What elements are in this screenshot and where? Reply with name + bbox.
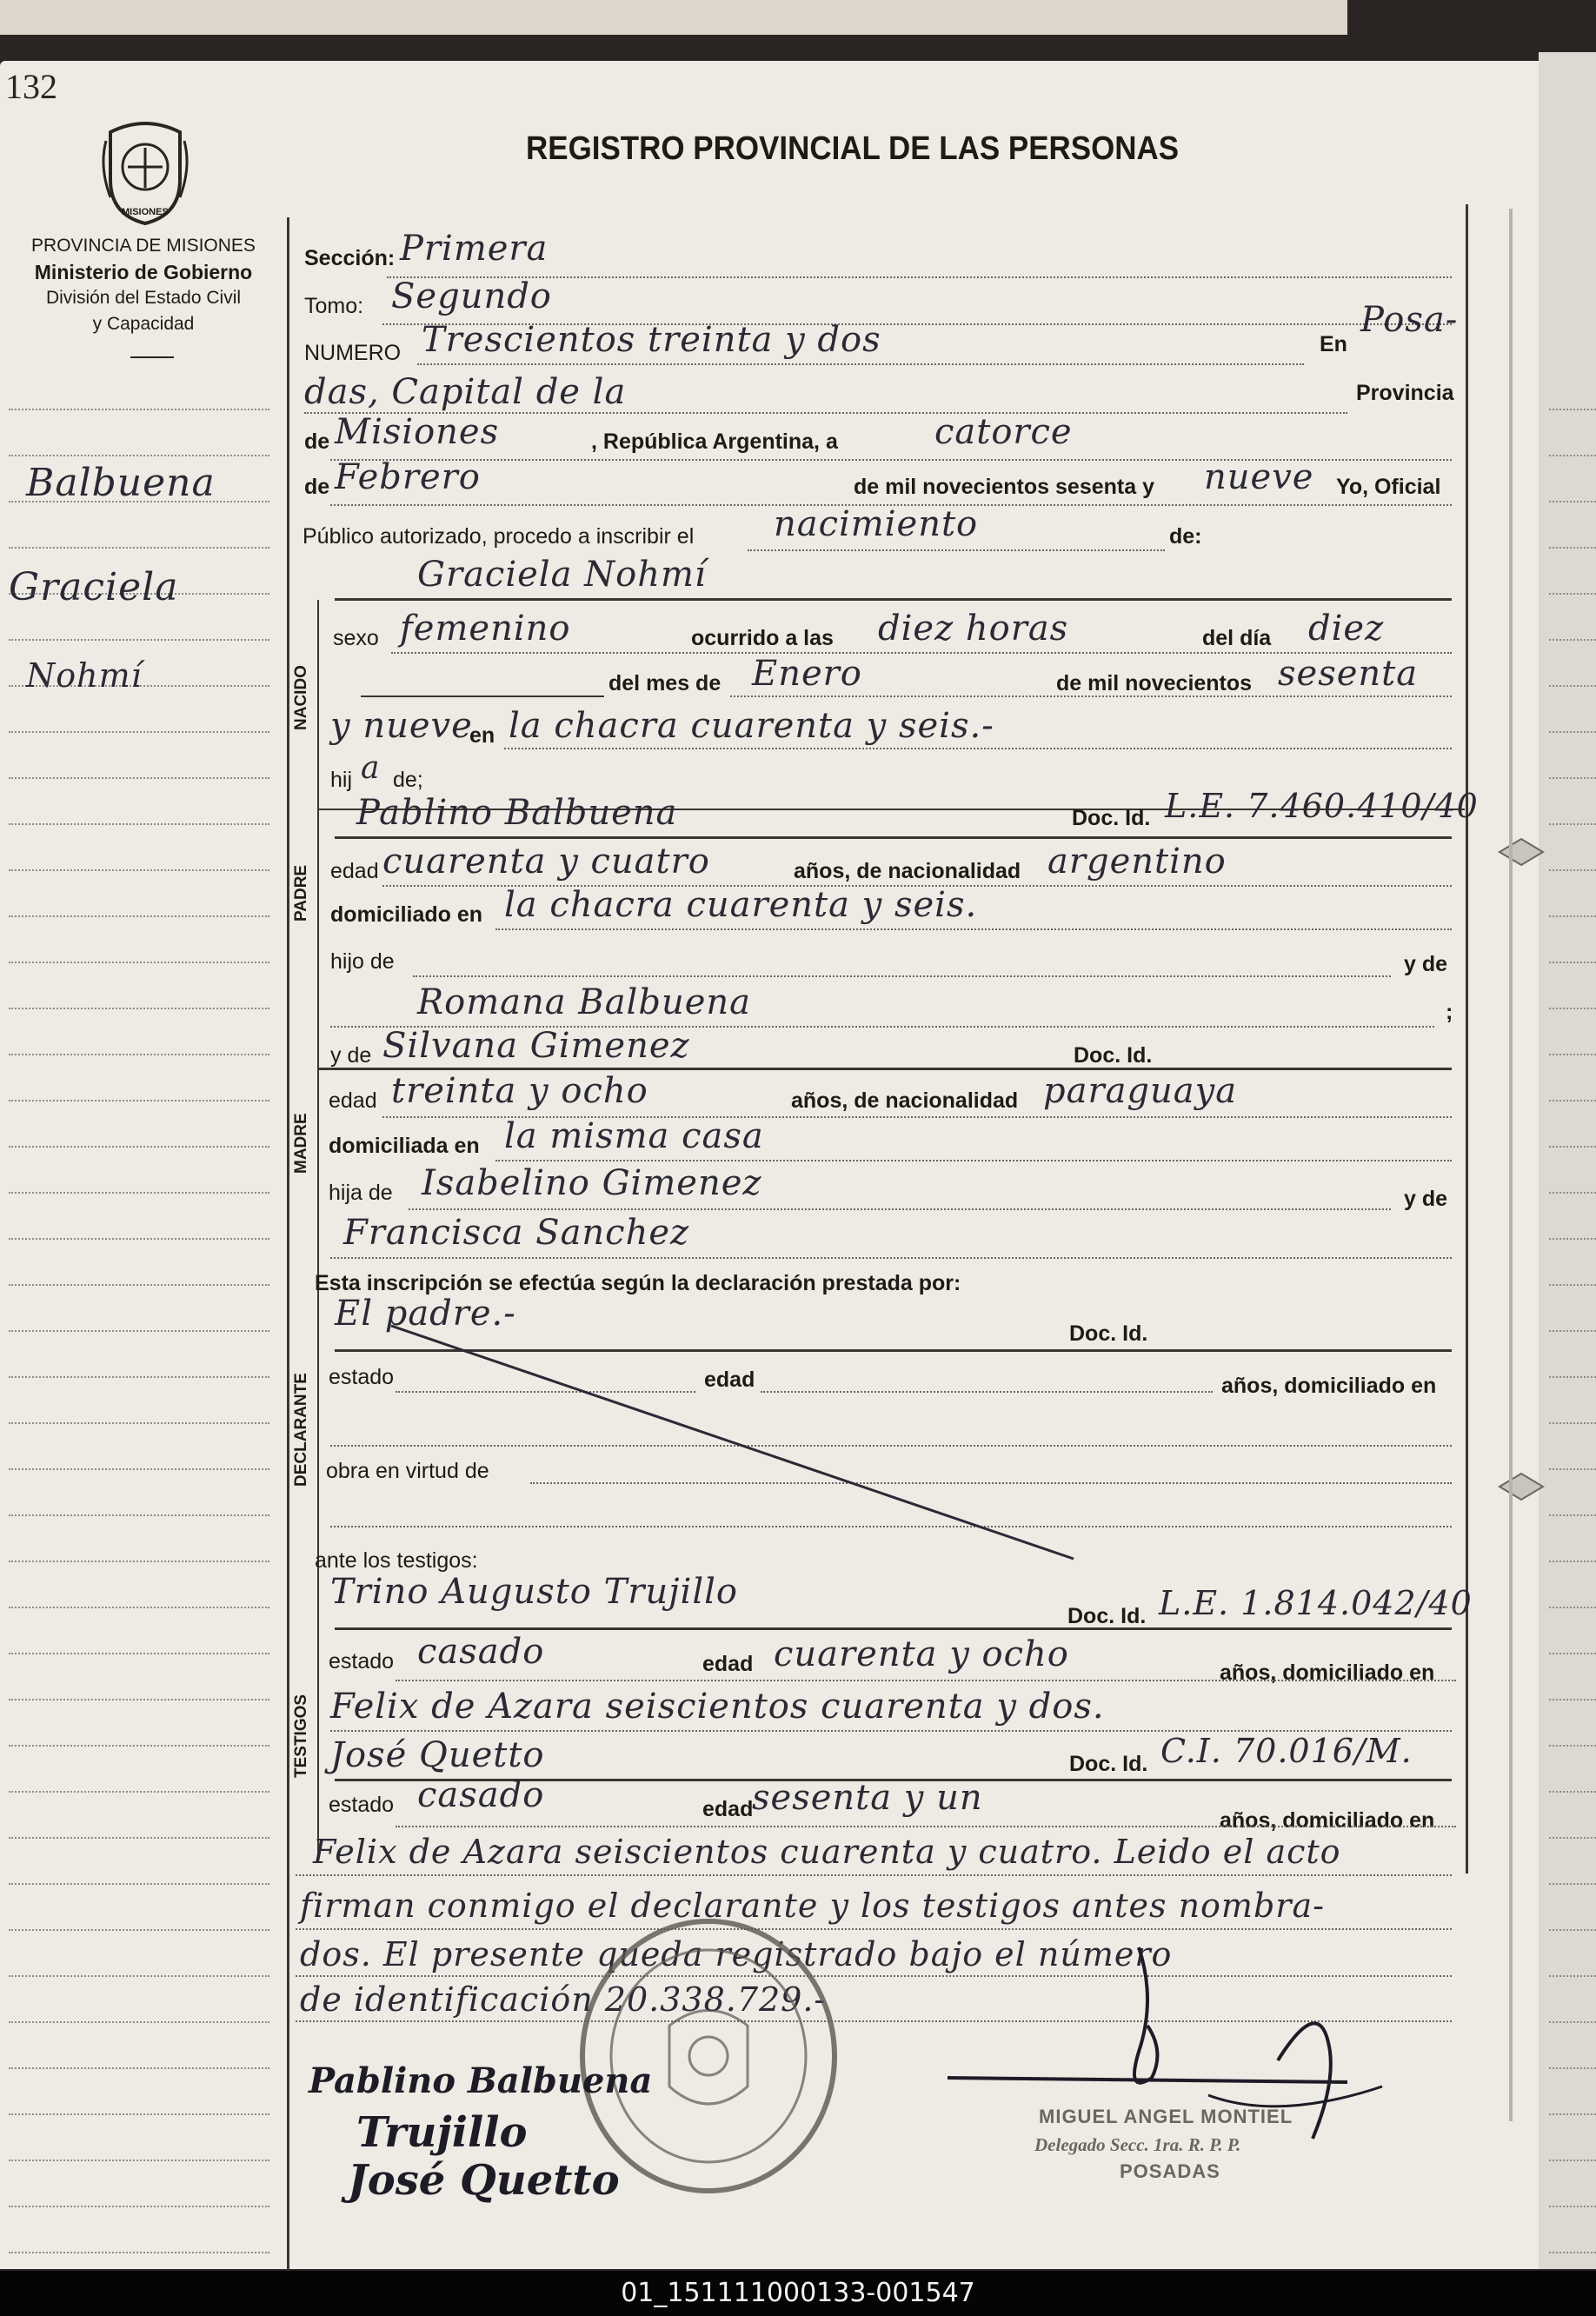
testigo1-dom-value: Felix de Azara seiscientos cuarenta y dos.: [330, 1687, 1105, 1727]
line: [396, 1826, 1456, 1827]
declarante-edad-label: edad: [704, 1368, 755, 1392]
testigo1-estado-label: estado: [329, 1649, 395, 1674]
signature-padre: Pablino Balbuena: [309, 2060, 653, 2101]
dia-value: catorce: [934, 412, 1073, 452]
provincia-value: Misiones: [335, 412, 500, 452]
testigo2-estado-value: casado: [417, 1775, 545, 1815]
padre-semicolon: ;: [1446, 1000, 1453, 1024]
mes-value: Febrero: [335, 457, 481, 497]
margin-note-first-name: Graciela: [9, 565, 179, 609]
margin-note-second-name: Nohmí: [26, 656, 143, 695]
testigo2-nombre: José Quetto: [330, 1735, 545, 1775]
de-label-2: de: [304, 475, 330, 499]
padre-y-de-label: y de: [1404, 952, 1448, 976]
madre-yde-label: y de: [330, 1043, 372, 1068]
testigo2-edad-value: sesenta y un: [752, 1778, 983, 1818]
signature-testigo-1: Trujillo: [356, 2108, 528, 2157]
declarante-intro: Esta inscripción se efectúa según la declaración prestada por:: [315, 1271, 961, 1295]
nacido-anio-cont: y nueve: [330, 706, 473, 746]
padre-hijo-label: hijo de: [330, 949, 395, 974]
acto-value: nacimiento: [774, 504, 979, 544]
publico-label: Público autorizado, procedo a inscribir el: [303, 524, 695, 549]
org-line-1: PROVINCIA DE MISIONES: [31, 236, 256, 256]
testigo2-edad-label: edad: [702, 1797, 754, 1821]
lugar-value: la chacra cuarenta y seis.-: [509, 706, 994, 746]
sexo-value: femenino: [400, 609, 571, 649]
testigo2-doc-label: Doc. Id.: [1069, 1752, 1148, 1776]
line: [335, 1627, 1452, 1630]
seccion-label: Sección:: [304, 246, 396, 270]
numero-label: NUMERO: [304, 341, 402, 365]
del-mes-label: del mes de: [608, 671, 722, 695]
declarante-dom-label: años, domiciliado en: [1221, 1374, 1437, 1398]
del-dia-label: del día: [1202, 626, 1272, 650]
madre-dom-value: la misma casa: [504, 1116, 764, 1156]
margin-note-surname: Balbuena: [26, 461, 216, 505]
padre-nac-value: argentino: [1047, 842, 1227, 882]
mil-label: de mil novecientos sesenta y: [854, 475, 1154, 499]
declarante-nombre: El padre.-: [335, 1294, 516, 1334]
en-label-nacido: en: [469, 723, 495, 748]
madre-dom-label: domiciliada en: [329, 1134, 480, 1158]
sexo-label: sexo: [333, 626, 379, 650]
madre-edad-value: treinta y ocho: [391, 1071, 648, 1111]
testigo2-estado-label: estado: [329, 1793, 395, 1817]
page-number: 132: [5, 67, 57, 106]
nacido-anio-value: sesenta: [1278, 654, 1419, 694]
closing-line-3: dos. El presente queda registrado bajo el número: [300, 1935, 1173, 1973]
place-line-value: das, Capital de la: [304, 372, 627, 412]
hij-label: hij: [330, 768, 353, 792]
tomo-value: Segundo: [391, 276, 552, 316]
padre-doc-value: L.E. 7.460.410/40: [1165, 787, 1479, 825]
testigo1-doc-value: L.E. 1.814.042/40: [1159, 1584, 1473, 1622]
de-label: de: [304, 429, 330, 454]
section-label-nacido: NACIDO: [292, 665, 310, 730]
section-label-padre: PADRE: [292, 864, 310, 922]
staple: [1495, 1469, 1547, 1504]
testigo2-doc-value: C.I. 70.016/M.: [1160, 1732, 1413, 1770]
image-identifier: 01_151111000133-001547: [0, 2271, 1596, 2316]
nacido-nombre: Graciela Nohmí: [417, 555, 707, 595]
testigo1-estado-value: casado: [417, 1632, 545, 1672]
ocurrido-label: ocurrido a las: [691, 626, 834, 650]
org-line-4: y Capacidad: [92, 314, 195, 334]
padre-edad-label: edad: [330, 859, 379, 883]
madre-hija-value: Isabelino Gimenez: [422, 1163, 762, 1203]
section-label-declarante: DECLARANTE: [292, 1373, 310, 1487]
testigo1-nombre: Trino Augusto Trujillo: [330, 1572, 738, 1612]
de-colon-label: de:: [1169, 524, 1202, 549]
madre-y-de-label: y de: [1404, 1187, 1448, 1211]
testigo1-doc-label: Doc. Id.: [1067, 1604, 1147, 1628]
madre-doc-label: Doc. Id.: [1074, 1043, 1153, 1068]
hij-de-label: de;: [393, 768, 423, 792]
line: [296, 1874, 1452, 1876]
oficial-label: Yo, Oficial: [1336, 475, 1441, 499]
en-label: En: [1320, 332, 1347, 356]
official-city: POSADAS: [1120, 2160, 1220, 2182]
declarante-doc-label: Doc. Id.: [1069, 1321, 1148, 1346]
padre-padres: Romana Balbuena: [417, 982, 751, 1022]
tomo-label: Tomo:: [304, 294, 364, 318]
testigo1-dom-label: años, domiciliado en: [1220, 1660, 1435, 1685]
obra-label: obra en virtud de: [326, 1459, 489, 1483]
closing-line-2: firman conmigo el declarante y los testigos antes nombra-: [300, 1887, 1325, 1925]
signature-testigo-2: José Quetto: [348, 2156, 620, 2205]
coat-of-arms-logo: MISIONES: [97, 115, 193, 228]
en-value: Posa-: [1360, 300, 1459, 340]
madre-nombre: Silvana Gimenez: [382, 1026, 690, 1066]
padre-nombre: Pablino Balbuena: [356, 793, 678, 833]
staple: [1495, 835, 1547, 869]
closing-line-1: Felix de Azara seiscientos cuarenta y cuatro. Leido el acto: [313, 1833, 1341, 1871]
testigo1-edad-label: edad: [702, 1652, 754, 1676]
nacido-mes-value: Enero: [752, 654, 862, 694]
testigo2-dom-label: años, domiciliado en: [1220, 1808, 1435, 1833]
madre-nac-label: años, de nacionalidad: [791, 1088, 1019, 1113]
binding-stitch: [1509, 209, 1513, 2121]
closing-line-4: de identificación 20.338.729.-: [300, 1980, 827, 2019]
padre-nac-label: años, de nacionalidad: [794, 859, 1021, 883]
official-title: Delegado Secc. 1ra. R. P. P.: [1034, 2134, 1241, 2155]
testigo1-edad-value: cuarenta y ocho: [774, 1634, 1069, 1674]
hora-value: diez horas: [878, 609, 1069, 649]
nacido-mil-label: de mil novecientos: [1056, 671, 1253, 695]
seccion-value: Primera: [400, 229, 549, 269]
madre-hija-label: hija de: [329, 1181, 393, 1205]
provincia-label: Provincia: [1356, 381, 1454, 405]
republica-label: , República Argentina, a: [591, 429, 838, 454]
madre-nac-value: paraguaya: [1043, 1071, 1238, 1111]
anio-value: nueve: [1204, 457, 1314, 497]
dia-value: diez: [1308, 609, 1385, 649]
section-label-testigos: TESTIGOS: [292, 1694, 310, 1778]
numero-value: Trescientos treinta y dos: [422, 320, 881, 360]
declarante-estado-label: estado: [329, 1365, 395, 1389]
madre-padres: Francisca Sanchez: [343, 1213, 690, 1253]
padre-edad-value: cuarenta y cuatro: [382, 842, 710, 882]
hij-value: a: [361, 750, 381, 786]
padre-dom-value: la chacra cuarenta y seis.: [504, 885, 978, 925]
line: [396, 1680, 1456, 1681]
padre-dom-label: domiciliado en: [330, 902, 483, 927]
testigos-intro: ante los testigos:: [315, 1548, 478, 1573]
padre-doc-label: Doc. Id.: [1072, 806, 1151, 830]
document-title: REGISTRO PROVINCIAL DE LAS PERSONAS: [526, 130, 1180, 167]
org-line-3: División del Estado Civil: [45, 288, 242, 308]
madre-edad-label: edad: [329, 1088, 377, 1113]
official-name: MIGUEL ANGEL MONTIEL: [1039, 2106, 1293, 2127]
org-line-2: Ministerio de Gobierno: [34, 261, 253, 283]
section-label-madre: MADRE: [292, 1113, 310, 1174]
